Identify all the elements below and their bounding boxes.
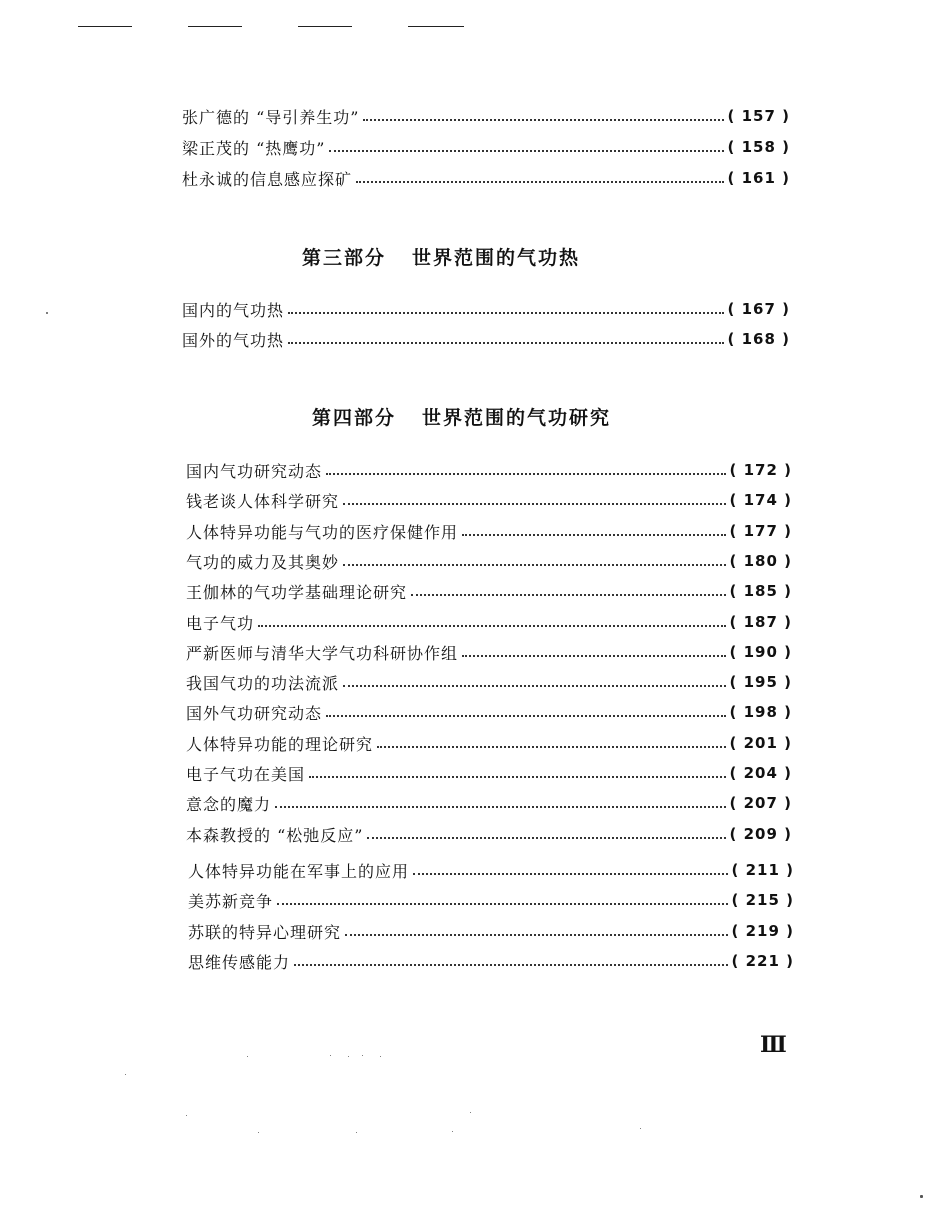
part-label: 第三部分 [302,247,387,269]
dot-leader [326,472,726,475]
toc-entry[interactable] [182,327,790,351]
toc-entry-page: ( 180 ) [729,552,792,570]
toc-entry-page: ( 174 ) [729,491,792,509]
scan-speck [125,1074,126,1075]
part-label: 第四部分 [312,407,397,429]
toc-entry-page: ( 201 ) [729,734,792,752]
toc-entry-page: ( 195 ) [729,673,792,691]
dot-leader [277,902,728,905]
scan-speck [362,1055,363,1056]
toc-entry-title: 国内的气功热 [182,300,285,320]
scan-speck [330,1055,331,1056]
scan-speck [356,1132,357,1133]
toc-entry[interactable] [186,822,792,846]
toc-entry-title: 我国气功的功法流派 [186,673,340,693]
dot-leader [363,118,723,121]
scan-speck [186,1115,187,1116]
toc-entry-title: 本森教授的 “松弛反应” [186,825,364,845]
toc-entry-title: 杜永诚的信息感应探矿 [182,169,353,189]
top-rule [188,26,242,27]
toc-entry-page: ( 158 ) [727,138,790,156]
toc-entry[interactable] [188,949,794,973]
scan-speck [258,1132,259,1133]
toc-entry[interactable] [186,731,792,755]
toc-entry[interactable] [182,297,790,321]
dot-leader [343,684,726,687]
toc-entry[interactable] [188,888,794,912]
dot-leader [343,563,726,566]
scan-speck [348,1056,349,1057]
toc-entry-title: 意念的魔力 [186,794,272,814]
toc-entry-title: 严新医师与清华大学气功科研协作组 [186,643,459,663]
toc-entry-title: 人体特异功能的理论研究 [186,734,374,754]
dot-leader [309,775,726,778]
toc-entry-title: 电子气功 [186,613,255,633]
toc-entry-title: 苏联的特异心理研究 [188,922,342,942]
dot-leader [413,872,728,875]
top-rule [298,26,352,27]
toc-entry[interactable] [186,670,792,694]
scan-speck [46,312,48,314]
toc-entry-page: ( 198 ) [729,703,792,721]
dot-leader [377,745,726,748]
toc-entry-page: ( 207 ) [729,794,792,812]
toc-entry-page: ( 211 ) [731,861,794,879]
dot-leader [345,933,728,936]
toc-entry-title: 思维传感能力 [188,952,291,972]
dot-leader [326,714,726,717]
toc-entry-title: 梁正茂的 “热鹰功” [182,138,326,158]
toc-entry[interactable] [186,761,792,785]
toc-entry[interactable] [186,791,792,815]
scan-speck [920,1195,923,1198]
scan-speck [640,1128,641,1129]
toc-entry[interactable] [186,488,792,512]
part-heading [312,403,611,430]
toc-entry[interactable] [186,519,792,543]
top-rule [408,26,464,27]
toc-entry[interactable] [186,458,792,482]
toc-entry-page: ( 204 ) [729,764,792,782]
toc-entry[interactable] [188,919,794,943]
toc-entry-page: ( 157 ) [727,107,790,125]
dot-leader [288,341,724,344]
toc-entry-page: ( 187 ) [729,613,792,631]
toc-entry[interactable] [186,549,792,573]
dot-leader [356,180,724,183]
toc-entry-page: ( 190 ) [729,643,792,661]
toc-entry[interactable] [186,700,792,724]
toc-entry-title: 国外气功研究动态 [186,703,323,723]
dot-leader [462,654,726,657]
toc-entry-page: ( 167 ) [727,300,790,318]
toc-entry-page: ( 172 ) [729,461,792,479]
part-title: 世界范围的气功热 [412,247,581,269]
toc-entry-title: 国外的气功热 [182,330,285,350]
toc-entry[interactable] [186,579,792,603]
dot-leader [462,533,726,536]
top-rule [78,26,132,27]
toc-entry[interactable] [182,166,790,190]
toc-entry-title: 人体特异功能在军事上的应用 [188,861,410,881]
scan-speck [452,1131,453,1132]
toc-entry-page: ( 221 ) [731,952,794,970]
toc-entry-page: ( 215 ) [731,891,794,909]
toc-entry-title: 国内气功研究动态 [186,461,323,481]
dot-leader [294,963,728,966]
toc-entry[interactable] [186,610,792,634]
toc-entry-title: 气功的威力及其奥妙 [186,552,340,572]
dot-leader [329,149,723,152]
page-number: Ⅲ [760,1032,787,1058]
toc-entry-page: ( 185 ) [729,582,792,600]
toc-entry[interactable] [188,858,794,882]
scan-speck [380,1056,381,1057]
toc-entry-title: 电子气功在美国 [186,764,306,784]
toc-entry-page: ( 161 ) [727,169,790,187]
dot-leader [288,311,724,314]
toc-entry[interactable] [182,135,790,159]
part-title: 世界范围的气功研究 [422,407,612,429]
toc-entry-page: ( 168 ) [727,330,790,348]
scan-speck [247,1056,248,1057]
scan-speck [470,1112,471,1113]
toc-entry[interactable] [182,104,790,128]
toc-entry-page: ( 219 ) [731,922,794,940]
part-heading [302,243,580,270]
dot-leader [258,624,726,627]
toc-entry-title: 美苏新竞争 [188,891,274,911]
dot-leader [275,805,726,808]
toc-entry[interactable] [186,640,792,664]
dot-leader [367,836,725,839]
dot-leader [343,502,726,505]
toc-entry-page: ( 209 ) [729,825,792,843]
toc-entry-title: 人体特异功能与气功的医疗保健作用 [186,522,459,542]
dot-leader [411,593,726,596]
toc-entry-page: ( 177 ) [729,522,792,540]
toc-entry-title: 张广德的 “导引养生功” [182,107,360,127]
toc-entry-title: 钱老谈人体科学研究 [186,491,340,511]
toc-entry-title: 王伽林的气功学基础理论研究 [186,582,408,602]
